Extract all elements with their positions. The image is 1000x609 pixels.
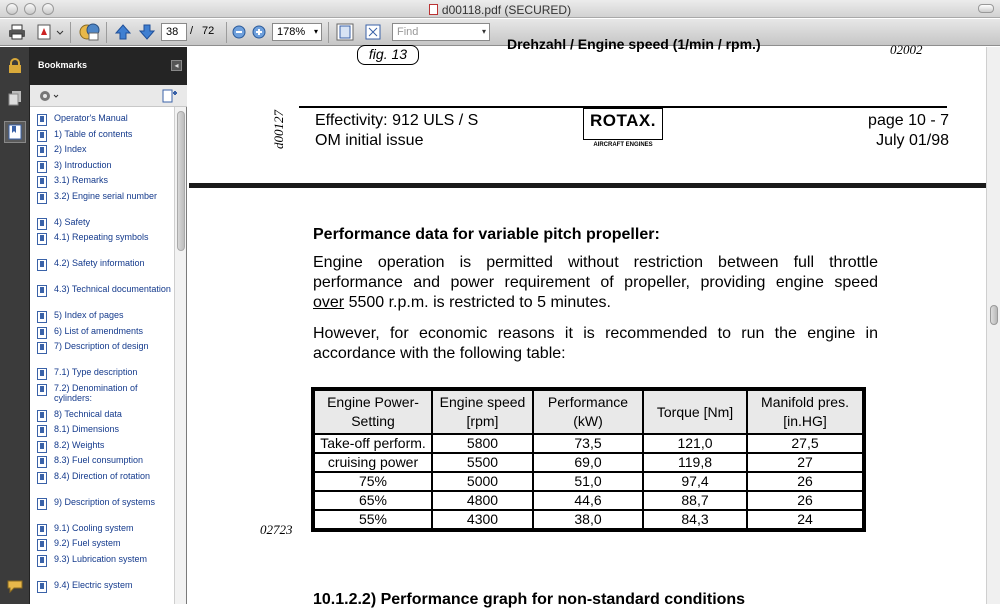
zoom-in-icon: [252, 25, 266, 39]
table-cell: 44,6: [533, 491, 643, 510]
bookmark-item[interactable]: [54, 523, 175, 534]
zoom-level-value: 178%: [277, 26, 306, 38]
fit-page-icon: [364, 23, 382, 41]
performance-table-frame: [311, 387, 866, 532]
bookmark-icon: [37, 192, 47, 204]
bookmark-label: 6) List of amendments: [54, 325, 144, 336]
bookmark-item[interactable]: [54, 554, 175, 565]
bookmark-item[interactable]: [54, 580, 175, 591]
table-row: [314, 510, 863, 529]
bookmark-icon: [8, 124, 22, 140]
table-header-cell: [643, 390, 747, 434]
single-page-icon: [336, 23, 354, 41]
table-cell: 73,5: [533, 434, 643, 453]
bookmark-icon: [37, 114, 47, 126]
table-header-line: Engine Power-: [327, 394, 419, 410]
bookmark-label: 3) Introduction: [54, 159, 112, 170]
comment-icon: [7, 579, 23, 593]
page-number-input[interactable]: 38: [161, 23, 187, 41]
bookmark-label: Operator's Manual: [54, 113, 128, 123]
paragraph-2-line-2: accordance with the following table:: [313, 345, 566, 362]
bookmark-item[interactable]: [54, 497, 175, 508]
table-cell: 55%: [314, 510, 432, 529]
zoom-in-button[interactable]: [250, 22, 268, 42]
bookmark-label: 4) Safety: [54, 216, 91, 227]
bookmark-icon: [37, 539, 47, 551]
zoom-out-icon: [232, 25, 246, 39]
table-header-line: [in.HG]: [783, 413, 827, 429]
bookmark-label: 9.2) Fuel system: [54, 538, 121, 548]
table-cell: 88,7: [643, 491, 747, 510]
bookmark-icon: [37, 311, 47, 323]
bookmark-icon: [37, 218, 47, 230]
table-cell: 26: [747, 491, 863, 510]
expand-bookmark-icon: [162, 88, 178, 104]
table-cell: 5800: [432, 434, 533, 453]
table-cell: 38,0: [533, 510, 643, 529]
section-heading: Performance data for variable pitch propeller:: [313, 226, 660, 243]
bookmark-icon: [37, 130, 47, 142]
table-header-line: Torque [Nm]: [656, 403, 734, 420]
table-cell: 24: [747, 510, 863, 529]
bookmark-icon: [37, 410, 47, 422]
pages-panel-button[interactable]: [4, 87, 26, 109]
next-section-heading: 10.1.2.2) Performance graph for non-standard conditions: [313, 591, 746, 608]
table-cell: 5500: [432, 453, 533, 472]
document-scrollbar-thumb[interactable]: [990, 305, 998, 325]
table-code: 02723: [260, 522, 293, 537]
title-bar: [0, 0, 1000, 18]
table-cell: 26: [747, 472, 863, 491]
find-placeholder: Find: [397, 26, 419, 38]
underlined-over: over: [313, 294, 345, 311]
bookmarks-title: Bookmarks: [38, 60, 88, 70]
window-title-text: d00118.pdf (SECURED): [441, 3, 572, 17]
find-input[interactable]: [392, 23, 490, 41]
printer-icon: [8, 24, 26, 40]
table-cell: 27: [747, 453, 863, 472]
performance-table: [313, 389, 864, 530]
bookmark-item[interactable]: [54, 367, 175, 378]
print-button[interactable]: [6, 22, 28, 42]
figure-code: 02002: [890, 42, 923, 57]
collaborate-icon: [79, 22, 101, 42]
bookmark-label: 4.1) Repeating symbols: [54, 232, 149, 242]
bookmark-item[interactable]: [54, 129, 175, 140]
issue-text: OM initial issue: [315, 132, 424, 149]
table-header-line: [rpm]: [466, 413, 499, 429]
bookmark-item[interactable]: [54, 455, 175, 466]
pages-icon: [8, 90, 22, 106]
options-menu-button[interactable]: [38, 88, 60, 104]
bookmark-icon: [37, 425, 47, 437]
bookmark-item[interactable]: [54, 217, 175, 228]
toolbar: [0, 19, 1000, 46]
lock-icon: [8, 58, 22, 74]
bookmark-icon: [37, 581, 47, 593]
bookmarks-panel: [30, 47, 187, 604]
paragraph-1-line-3-text: 5500 r.p.m. is restricted to 5 minutes.: [344, 294, 611, 311]
bookmark-item[interactable]: [54, 326, 175, 337]
bookmark-item[interactable]: [54, 191, 175, 202]
pdf-file-icon: [429, 4, 438, 15]
bookmark-label: 4.3) Technical documentation: [54, 284, 171, 294]
next-page-button[interactable]: [136, 22, 158, 42]
bookmark-item[interactable]: [54, 341, 175, 352]
arrow-up-icon: [115, 24, 131, 40]
bookmark-label: 9.4) Electric system: [54, 579, 133, 590]
paragraph-2: [313, 324, 878, 364]
table-cell: 84,3: [643, 510, 747, 529]
bookmark-item[interactable]: [54, 424, 175, 435]
bookmark-icon: [37, 555, 47, 567]
bookmark-label: 2) Index: [54, 144, 87, 154]
bookmarks-panel-button[interactable]: [4, 121, 26, 143]
bookmark-icon: [37, 259, 47, 271]
bookmark-label: 5) Index of pages: [54, 310, 124, 320]
table-cell: 27,5: [747, 434, 863, 453]
bookmark-label: 8.2) Weights: [54, 439, 105, 450]
table-header-line: (kW): [573, 413, 603, 429]
bookmark-label: 3.1) Remarks: [54, 175, 109, 185]
document-scrollbar[interactable]: [986, 47, 1000, 604]
paragraph-2-line-1: However, for economic reasons it is recommended to run the engine in: [313, 325, 878, 342]
side-code: d00127: [271, 110, 286, 149]
bookmark-icon: [37, 285, 47, 297]
navigation-rail: [0, 47, 30, 604]
comments-panel-button[interactable]: [4, 575, 26, 597]
bookmark-item[interactable]: [54, 284, 175, 295]
bookmark-icon: [37, 498, 47, 510]
table-header-line: Setting: [351, 413, 395, 429]
create-pdf-icon: [35, 23, 63, 41]
bookmarks-toolbar: [30, 85, 187, 107]
table-row: [314, 491, 863, 510]
bookmark-item[interactable]: [54, 440, 175, 451]
table-cell: 75%: [314, 472, 432, 491]
page-number-text: page 10 - 7: [868, 112, 949, 129]
bookmark-label: 7) Description of design: [54, 341, 149, 351]
bookmark-label: 8.3) Fuel consumption: [54, 455, 144, 465]
bookmark-item[interactable]: [54, 175, 175, 186]
bookmark-icon: [37, 161, 47, 173]
bookmark-label: 8.4) Direction of rotation: [54, 470, 151, 481]
table-row: [314, 472, 863, 491]
paragraph-1-line-1: Engine operation is permitted without restriction between full throttle: [313, 254, 878, 271]
table-cell: 97,4: [643, 472, 747, 491]
bookmark-label: 8.1) Dimensions: [54, 424, 120, 434]
rotax-logo: [583, 108, 663, 140]
collapse-panel-button[interactable]: ◂: [171, 60, 182, 71]
rotax-logo-subtitle: AIRCRAFT ENGINES: [593, 142, 653, 148]
bookmark-icon: [37, 456, 47, 468]
bookmarks-list: [30, 107, 175, 604]
effectivity-text: Effectivity: 912 ULS / S: [315, 112, 479, 129]
date-text: July 01/98: [876, 132, 949, 149]
bookmark-icon: [37, 384, 47, 396]
chevron-down-icon: ▾: [481, 27, 486, 36]
bookmark-icon: [37, 145, 47, 157]
bookmark-icon: [37, 368, 47, 380]
table-cell: 51,0: [533, 472, 643, 491]
chevron-down-icon: ▾: [313, 27, 318, 36]
bookmark-icon: [37, 472, 47, 484]
zoom-out-button[interactable]: [230, 22, 248, 42]
performance-table-body: [314, 434, 863, 529]
table-header-cell: [533, 390, 643, 434]
create-pdf-button[interactable]: [34, 22, 64, 42]
bookmark-icon: [37, 176, 47, 188]
page-separator: /: [190, 25, 194, 37]
bookmark-label: 4.2) Safety information: [54, 258, 145, 268]
table-header-cell: [432, 390, 533, 434]
figure-label: fig. 13: [357, 45, 419, 65]
table-row: [314, 434, 863, 453]
bookmark-label: 7.1) Type description: [54, 367, 138, 377]
bookmark-label: 7.2) Denomination of cylinders:: [54, 382, 138, 403]
table-cell: 65%: [314, 491, 432, 510]
bookmark-icon: [37, 342, 47, 354]
fit-page-button[interactable]: [362, 22, 384, 42]
bookmark-label: 1) Table of contents: [54, 128, 133, 139]
bookmark-label: 9.3) Lubrication system: [54, 553, 148, 564]
bookmark-item[interactable]: [54, 383, 175, 404]
table-header-cell: [314, 390, 432, 434]
expand-bookmark-button[interactable]: [162, 88, 178, 104]
bookmark-item[interactable]: [54, 232, 175, 243]
table-cell: 4800: [432, 491, 533, 510]
table-header-cell: [747, 390, 863, 434]
previous-page-button[interactable]: [112, 22, 134, 42]
collaborate-button[interactable]: [78, 22, 102, 42]
table-header-line: Manifold pres.: [761, 394, 849, 410]
bookmarks-scrollbar-thumb[interactable]: [177, 111, 185, 251]
paragraph-1-line-3: [313, 293, 878, 313]
gear-icon: [38, 88, 60, 104]
table-cell: Take-off perform.: [314, 434, 432, 453]
zoom-level-select[interactable]: [272, 23, 322, 41]
bookmark-label: 8) Technical data: [54, 408, 122, 419]
performance-table-header: [314, 390, 863, 434]
bookmarks-header: [30, 47, 187, 85]
bookmark-icon: [37, 441, 47, 453]
arrow-down-icon: [139, 24, 155, 40]
bookmark-icon: [37, 524, 47, 536]
table-cell: cruising power: [314, 453, 432, 472]
paragraph-1: [313, 253, 878, 313]
paragraph-1-line-2: performance and power requirement of propeller, providing engine speed: [313, 274, 878, 291]
bookmark-item[interactable]: [54, 471, 175, 482]
bookmark-label: 9.1) Cooling system: [54, 522, 134, 533]
page-total: 72: [202, 25, 215, 37]
graph-axis-caption: Drehzahl / Engine speed (1/min / rpm.): [507, 36, 761, 52]
page-separator-bar: [189, 183, 986, 188]
bookmark-item[interactable]: [54, 538, 175, 549]
bookmark-item[interactable]: [54, 258, 175, 269]
toolbar-toggle-button[interactable]: [978, 4, 994, 13]
document-view: [189, 36, 986, 608]
single-page-view-button[interactable]: [334, 22, 356, 42]
window-title: [0, 3, 1000, 17]
table-cell: 121,0: [643, 434, 747, 453]
security-panel-button[interactable]: [4, 55, 26, 77]
table-header-line: Performance: [547, 394, 629, 410]
bookmark-label: 3.2) Engine serial number: [54, 190, 158, 201]
table-cell: 5000: [432, 472, 533, 491]
bookmark-icon: [37, 233, 47, 245]
bookmark-icon: [37, 327, 47, 339]
bookmarks-scrollbar[interactable]: [174, 107, 186, 604]
table-cell: 69,0: [533, 453, 643, 472]
bookmark-item[interactable]: [54, 310, 175, 321]
rotax-logo-text: ROTAX.: [590, 111, 656, 130]
bookmark-item[interactable]: [54, 409, 175, 420]
bookmark-item[interactable]: [54, 144, 175, 155]
table-header-line: Engine speed: [439, 394, 526, 410]
bookmark-label: 9) Description of systems: [54, 496, 156, 507]
table-row: [314, 453, 863, 472]
bookmark-item[interactable]: [54, 160, 175, 171]
table-cell: 119,8: [643, 453, 747, 472]
bookmark-item[interactable]: [54, 113, 175, 124]
table-cell: 4300: [432, 510, 533, 529]
